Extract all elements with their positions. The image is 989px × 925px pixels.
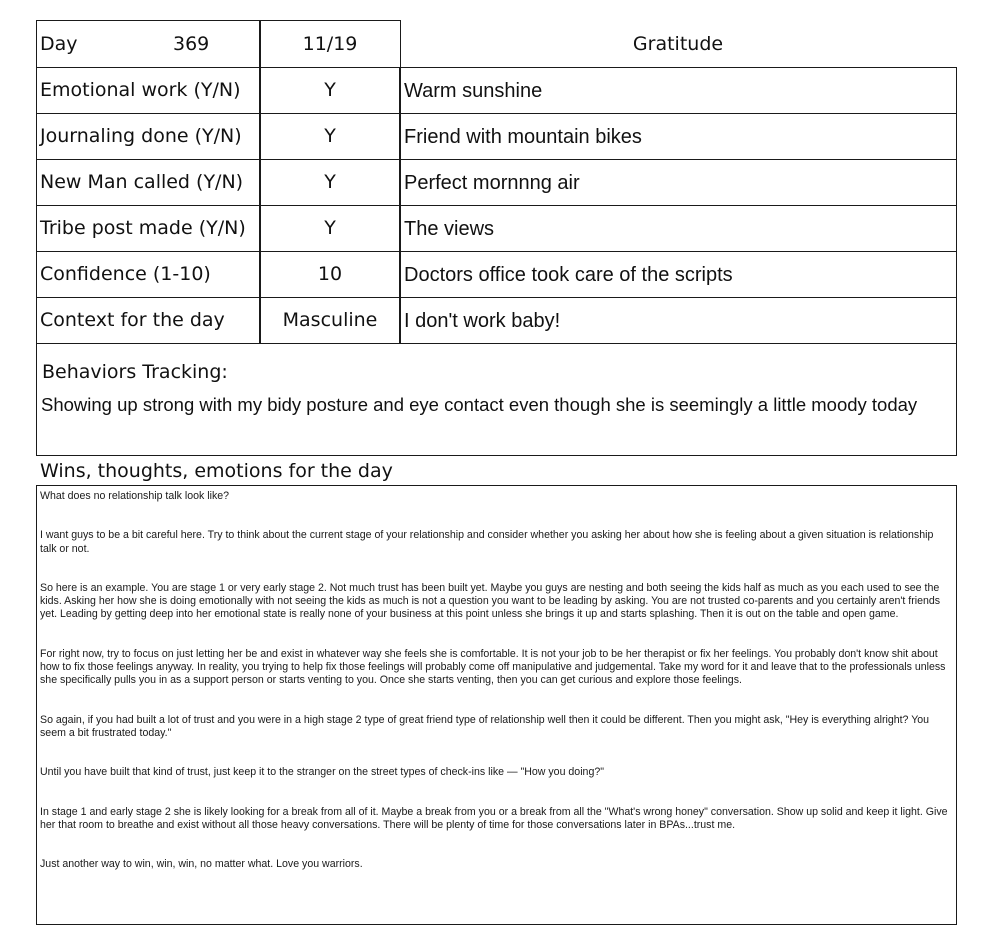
row-value-tribe-post: Y <box>259 205 401 252</box>
row-label-emotional-work: Emotional work (Y/N) <box>36 67 261 114</box>
gratitude-item-4: The views <box>399 205 957 252</box>
row-label-confidence: Confidence (1-10) <box>36 251 261 298</box>
gratitude-item-5: Doctors office took care of the scripts <box>399 251 957 298</box>
note-paragraph: I want guys to be a bit careful here. Try to think about the current stage of your relationship and consider whether you asking her about how she is feeling about a given situation is relationship talk or not. <box>40 529 934 555</box>
row-value-confidence: 10 <box>259 251 401 298</box>
wins-notes-box <box>36 485 957 925</box>
gratitude-item-6: I don't work baby! <box>399 297 957 344</box>
note-paragraph: In stage 1 and early stage 2 she is likely looking for a break from all of it. Maybe a break from you or a break from all the "What's wrong honey" conversation. Show up solid and keep it light. Give her that room to breathe and exist without all those heavy conversations. There will be plenty of time for those conversations later in BPAs...trust me. <box>40 805 948 831</box>
gratitude-header-cell <box>399 20 957 68</box>
gratitude-item-1: Warm sunshine <box>399 67 957 114</box>
day-label: Day <box>40 33 78 55</box>
row-label-tribe-post: Tribe post made (Y/N) <box>36 205 261 252</box>
date-value: 11/19 <box>302 33 358 55</box>
row-label-new-man-called: New Man called (Y/N) <box>36 159 261 206</box>
note-paragraph: Just another way to win, win, win, no matter what. Love you warriors. <box>40 858 363 871</box>
behaviors-tracking-box <box>36 343 957 456</box>
row-value-journaling: Y <box>259 113 401 160</box>
note-paragraph: Until you have built that kind of trust, just keep it to the stranger on the street types of check-ins like — "How you doing?" <box>40 766 604 779</box>
wins-title: Wins, thoughts, emotions for the day <box>40 460 393 482</box>
row-label-context: Context for the day <box>36 297 261 344</box>
row-value-new-man-called: Y <box>259 159 401 206</box>
behaviors-note: Showing up strong with my bidy posture and eye contact even though she is seemingly a little moody today <box>41 394 918 415</box>
gratitude-header: Gratitude <box>632 32 724 55</box>
note-paragraph: So again, if you had built a lot of trust and you were in a high stage 2 type of great friend type of relationship well then it could be different. Then you might ask, "Hey is everything alright? You seem a bit frustrated today." <box>40 713 930 739</box>
row-value-emotional-work: Y <box>259 67 401 114</box>
row-value-context: Masculine <box>259 297 401 344</box>
note-paragraph: So here is an example. You are stage 1 or very early stage 2. Not much trust has been built yet. Maybe you guys are nesting and both seeing the kids half as much as you each used to see the kids. Asking her how she is doing emotionally with not seeing the kids as much is not a question you want to be leading by asking. You are not trusted co-parents and you certainly aren't friends yet. Leading by getting deep into her emotional state is really none of your business at this point unless she brings it up and starts splashing. Then it is out on the table and open game. <box>40 581 941 621</box>
note-paragraph: For right now, try to focus on just letting her be and exist in whatever way she feels she is comfortable. It is not your job to be her therapist or fix her feelings. You probably don't know shit about how to fix those feelings anyway. In reality, you trying to help fix those feelings will probably come off manipulative and judgemental. Take my word for it and leave that to the professionals unless she specifically pulls you in as a support person or starts venting to you. Once she starts venting, then you can get curious and explore those feelings. <box>40 647 946 687</box>
date-cell <box>259 20 401 68</box>
day-number: 369 <box>173 33 210 55</box>
gratitude-item-2: Friend with mountain bikes <box>399 113 957 160</box>
note-paragraph: What does no relationship talk look like? <box>40 490 230 502</box>
behaviors-heading: Behaviors Tracking: <box>42 361 228 383</box>
day-cell <box>36 20 261 68</box>
gratitude-item-3: Perfect mornnng air <box>399 159 957 206</box>
row-label-journaling: Journaling done (Y/N) <box>36 113 261 160</box>
